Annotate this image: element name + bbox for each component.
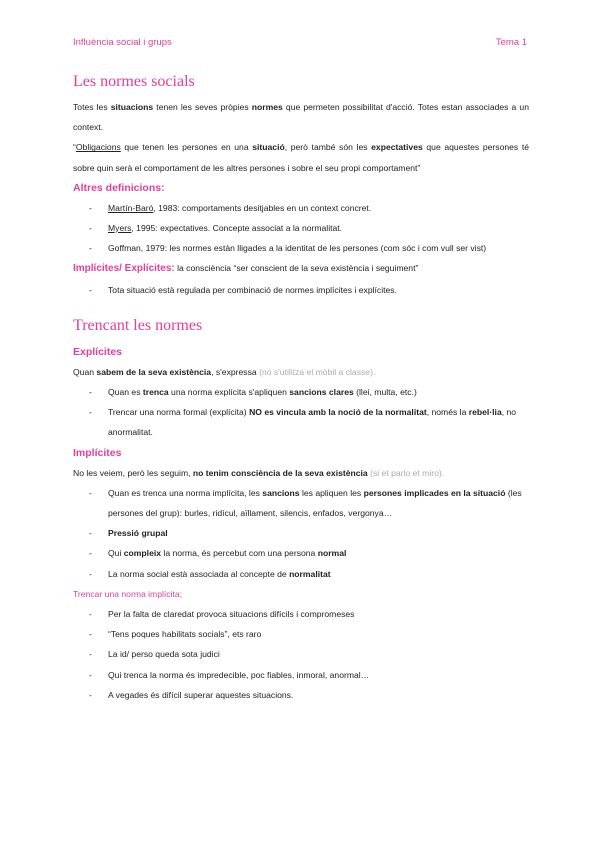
list-item: - Qui trenca la norma és impredecible, poc fiables, inmoral, anormal…	[89, 669, 370, 680]
subheading-altres-definicions: Altres definicions:	[73, 181, 165, 194]
list-altres-definicions	[73, 198, 529, 259]
section-title-trencant-normes: Trencant les normes	[73, 316, 203, 334]
list-item: - A vegades és difícil superar aquestes situacions.	[89, 689, 294, 700]
header-topic: Tema 1	[495, 37, 527, 48]
subheading-explicites: Explícites	[73, 345, 123, 358]
list-explicites	[73, 382, 529, 443]
header-course-title: Influència social i grups	[73, 37, 172, 48]
paragraph-implicites-intro: No les veiem, però les seguim, no tenim consciència de la seva existència (si et parlo et miro).	[73, 467, 445, 478]
list-item: - Quan es trenca una norma implícita, les sancions les apliquen les persones implicades en la situació (les persones del grup): burles, ridícul, aïllament, silencis, enfados, vergonya…	[89, 487, 522, 519]
paragraph-implicites-explicites: Implícites/ Explícites: la consciència “ser conscient de la seva existència i seguiment”	[73, 263, 419, 275]
list-item: - Tota situació està regulada per combinació de normes implícites i explícites.	[89, 284, 397, 295]
subheading-trencar-norma-implicita: Trencar una norma implícita;	[73, 588, 183, 599]
list-item: - Pressió grupal	[89, 528, 168, 539]
page-header	[73, 37, 527, 51]
list-trencar-norma-implicita	[73, 604, 529, 705]
paragraph-definition-quote: “Obligacions que tenen les persones en una situació, però també són les expectatives que aquestes persones té sobre quin serà el comportament de les altres persones i sobre el seu propi comportament”	[73, 142, 529, 173]
list-implicites-explicites	[73, 280, 529, 300]
list-item: - La id/ perso queda sota judici	[89, 649, 220, 660]
list-implicites	[73, 483, 529, 584]
list-item: - Trencar una norma formal (explícita) NO es vincula amb la noció de la normalitat, només la rebel·lia, no anormalitat.	[89, 407, 517, 438]
list-item: - Goffman, 1979: les normes estàn lligades a la identitat de les persones (com sóc i com vull ser vist)	[89, 243, 487, 254]
list-item: - Quan es trenca una norma explícita s'apliquen sancions clares (llei, multa, etc.)	[89, 387, 417, 398]
subheading-implicites: Implícites	[73, 446, 122, 459]
paragraph-intro: Totes les situacions tenen les seves pròpies normes que permeten possibilitat d'acció. Totes estan associades a un context.	[73, 102, 529, 133]
list-item: - “Tens poques habilitats socials”, ets raro	[89, 629, 262, 640]
paragraph-explicites-intro: Quan sabem de la seva existència, s'expressa (no s'utilitza el mòbil a classe).	[73, 366, 376, 377]
document-body	[73, 72, 529, 705]
list-item: - Myers, 1995: expectatives. Concepte associat a la normalitat.	[89, 223, 343, 234]
list-item: - La norma social està associada al concepte de normalitat	[89, 568, 331, 579]
list-item: - Martín-Baró, 1983: comportaments desitjables en un context concret.	[89, 202, 372, 213]
section-title-normes-socials: Les normes socials	[73, 73, 195, 90]
list-item: - Qui compleix la norma, és percebut com una persona normal	[89, 548, 347, 559]
list-item: - Per la falta de claredat provoca situacions difícils i compromeses	[89, 609, 355, 620]
